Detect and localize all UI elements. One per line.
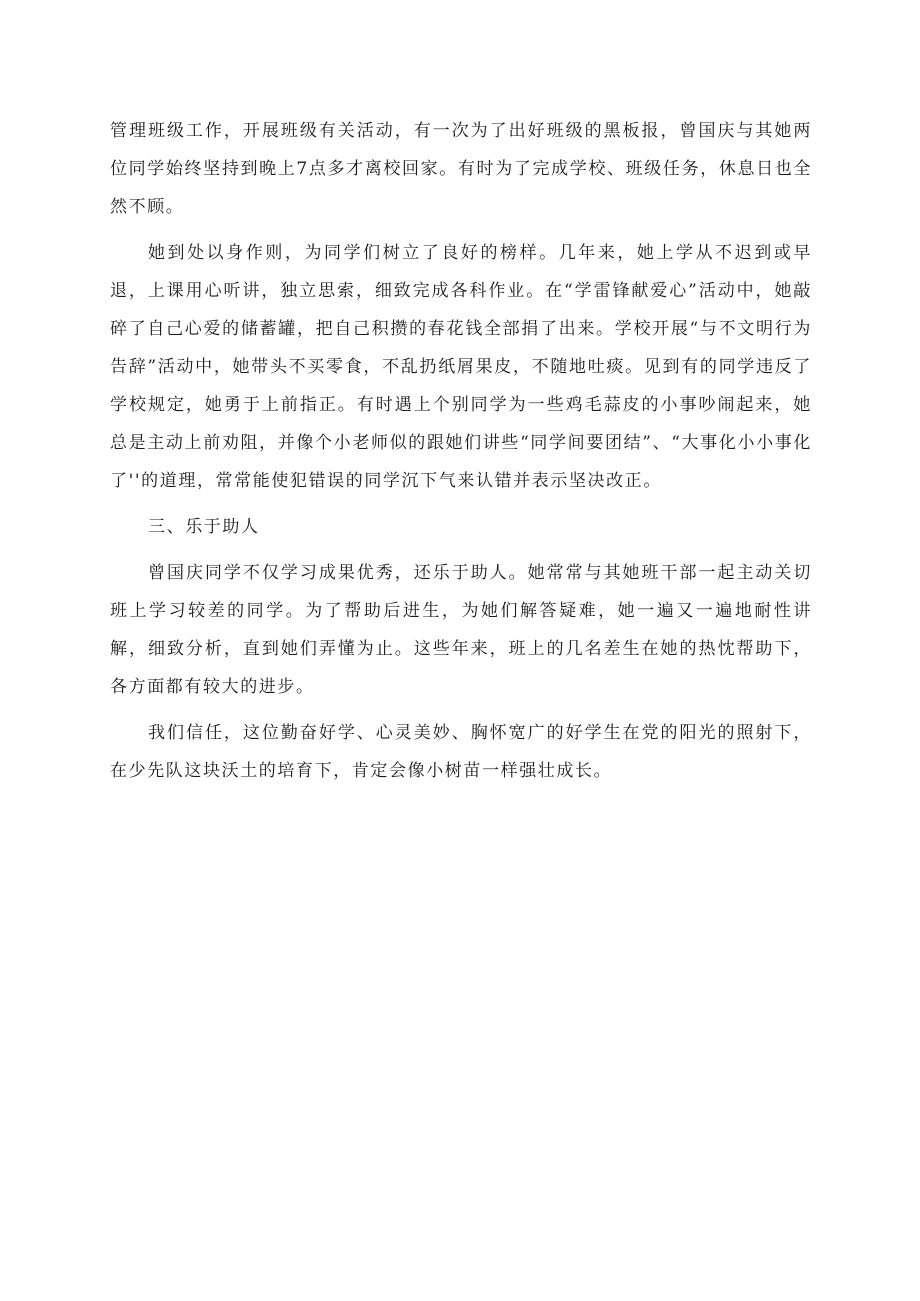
paragraph-conclusion: 我们信任，这位勤奋好学、心灵美妙、胸怀宽广的好学生在党的阳光的照射下，在少先队这块沃土的培育下，肯定会像小树苗一样强壮成长。 [110, 723, 812, 781]
paragraph-continuation: 管理班级工作，开展班级有关活动，有一次为了出好班级的黑板报，曾国庆与其她两位同学始终坚持到晚上7点多才离校回家。有时为了完成学校、班级任务，休息日也全然不顾。 [110, 121, 812, 217]
paragraph-role-model: 她到处以身作则，为同学们树立了良好的榜样。几年来，她上学从不迟到或早退，上课用心听讲，独立思索，细致完成各科作业。在“学雷锋献爱心”活动中，她敲碎了自己心爱的储蓄罐，把自己积攒的春花钱全部捐了出来。学校开展“与不文明行为告辞”活动中，她带头不买零食，不乱扔纸屑果皮，不随地吐痰。见到有的同学违反了学校规定，她勇于上前指正。有时遇上个别同学为一些鸡毛蒜皮的小事吵闹起来，她总是主动上前劝阻，并像个小老师似的跟她们讲些“同学间要团结”、“大事化小小事化了''的道理，常常能使犯错误的同学沉下气来认错并表示坚决改正。 [110, 243, 812, 491]
paragraph-helping-others: 曾国庆同学不仅学习成果优秀，还乐于助人。她常常与其她班干部一起主动关切班上学习较差的同学。为了帮助后进生，为她们解答疑难，她一遍又一遍地耐性讲解，细致分析，直到她们弄懂为止。这些年来，班上的几名差生在她的热忱帮助下，各方面都有较大的进步。 [110, 563, 812, 697]
section-heading-helping-others: 三、乐于助人 [148, 517, 260, 537]
